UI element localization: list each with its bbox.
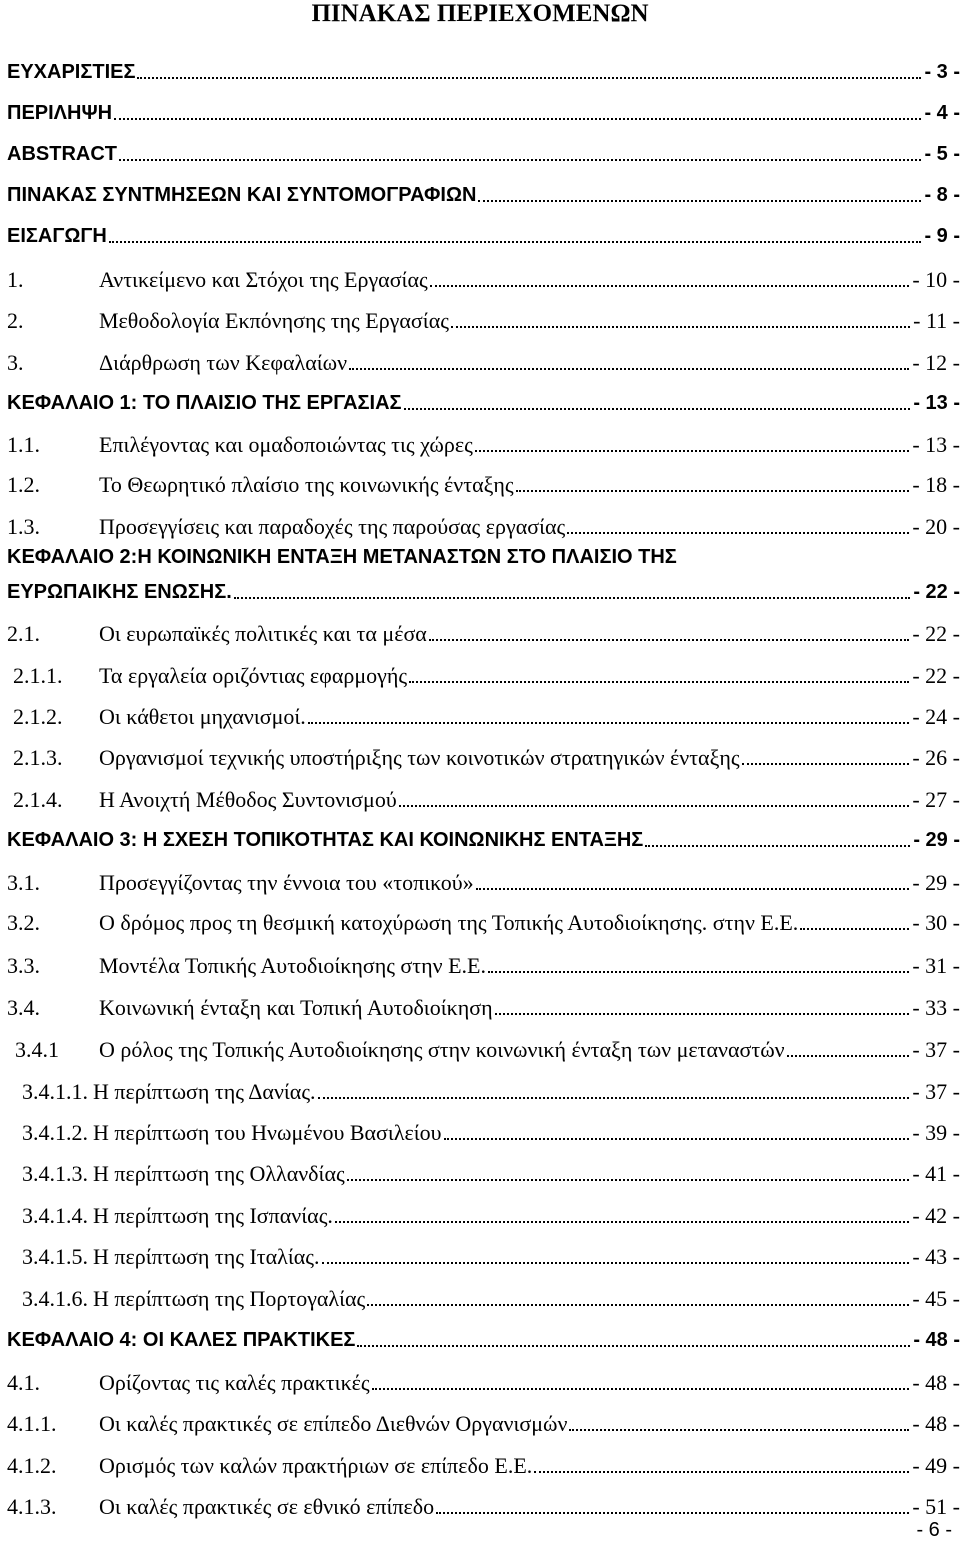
page-title: ΠΙΝΑΚΑΣ ΠΕΡΙΕΧΟΜΕΝΩΝ [311, 0, 649, 27]
toc-entry-title: Οργανισμοί τεχνικής υποστήριξης των κοινοτικών στρατηγικών ένταξης [99, 745, 740, 770]
toc-dot-leader [429, 639, 910, 641]
toc-dot-leader [478, 200, 921, 202]
toc-entry[interactable] [7, 510, 960, 540]
toc-entry[interactable] [7, 1033, 960, 1063]
toc-entry[interactable] [7, 263, 960, 293]
toc-entry[interactable] [7, 617, 960, 647]
toc-dot-leader [430, 285, 910, 287]
toc-entry-number: 2.1.4. [13, 787, 63, 812]
toc-entry-number: 3.3. [7, 953, 40, 978]
toc-dot-leader [399, 805, 910, 807]
toc-entry-title: Προσεγγίσεις και παραδοχές της παρούσας εργασίας [99, 514, 566, 539]
toc-entry-number: 3.4.1.3. [22, 1161, 88, 1186]
toc-entry-page: - 33 - [912, 995, 960, 1020]
toc-entry[interactable] [7, 386, 960, 416]
toc-entry-title: ΚΕΦΑΛΑΙΟ 3: Η ΣΧΕΣΗ ΤΟΠΙΚΟΤΗΤΑΣ ΚΑΙ ΚΟΙΝΩΝΙΚΗΣ ΕΝΤΑΞΗΣ [7, 829, 644, 851]
toc-entry-title: Η περίπτωση της Ολλανδίας [93, 1161, 345, 1186]
toc-entry[interactable] [7, 346, 960, 376]
toc-dot-leader [119, 159, 921, 161]
toc-entry-title: Αντικείμενο και Στόχοι της Εργασίας [99, 267, 428, 292]
toc-dot-leader [567, 532, 909, 534]
toc-entry[interactable] [7, 55, 960, 85]
toc-entry-title: Οι ευρωπαϊκές πολιτικές και τα μέσα [99, 621, 427, 646]
toc-dot-leader [787, 1055, 910, 1057]
toc-entry-number: 3.1. [7, 870, 40, 895]
toc-entry[interactable] [7, 1366, 960, 1396]
toc-entry-number: 3.4.1.2. [22, 1120, 88, 1145]
toc-dot-leader [234, 597, 911, 599]
toc-entry[interactable] [7, 96, 960, 126]
toc-entry-title: Κοινωνική ένταξη και Τοπική Αυτοδιοίκηση [99, 995, 493, 1020]
toc-entry[interactable] [7, 304, 960, 334]
toc-entry-page: - 39 - [912, 1120, 960, 1145]
toc-entry-page: - 18 - [912, 472, 960, 497]
toc-dot-leader [404, 408, 911, 410]
toc-dot-leader [495, 1013, 910, 1015]
toc-entry-title: Οι κάθετοι μηχανισμοί. [99, 704, 306, 729]
toc-dot-leader [372, 1388, 910, 1390]
toc-entry-number: 3.2. [7, 910, 40, 935]
toc-entry[interactable] [7, 178, 960, 208]
toc-dot-leader [335, 1221, 909, 1223]
toc-entry-page: - 9 - [924, 225, 960, 247]
toc-entry-page: - 29 - [912, 870, 960, 895]
toc-entry-title: ΚΕΦΑΛΑΙΟ 4: ΟΙ ΚΑΛΕΣ ΠΡΑΚΤΙΚΕΣ [7, 1329, 356, 1351]
toc-entry-title: Οι καλές πρακτικές σε επίπεδο Διεθνών Οργανισμών [99, 1411, 568, 1436]
toc-dot-leader [322, 1262, 910, 1264]
toc-entry-page: - 42 - [912, 1203, 960, 1228]
toc-entry[interactable] [7, 1449, 960, 1479]
toc-entry-number: 3.4.1.4. [22, 1203, 88, 1228]
toc-entry-title: ABSTRACT [7, 143, 117, 165]
toc-entry[interactable] [7, 428, 960, 458]
toc-entry-title: ΕΥΡΩΠΑΙΚΗΣ ΕΝΩΣΗΣ. [7, 581, 232, 603]
toc-entry[interactable] [7, 1075, 960, 1105]
toc-dot-leader [409, 681, 909, 683]
toc-dot-leader [349, 368, 909, 370]
toc-entry[interactable] [7, 1116, 960, 1146]
toc-entry-title: Τα εργαλεία οριζόντιας εφαρμογής [99, 663, 408, 688]
toc-entry-page: - 41 - [912, 1161, 960, 1186]
toc-entry-page: - 22 - [913, 581, 960, 603]
toc-entry-page: - 48 - [912, 1370, 960, 1395]
toc-entry-number: 2.1.2. [13, 704, 63, 729]
toc-dot-leader [347, 1179, 910, 1181]
toc-entry-page: - 5 - [924, 143, 960, 165]
toc-entry[interactable] [7, 1407, 960, 1437]
toc-entry[interactable] [7, 1282, 960, 1312]
toc-entry-number: 2.1. [7, 621, 40, 646]
toc-entry-title: Η περίπτωση της Πορτογαλίας [93, 1286, 366, 1311]
toc-dot-leader [476, 888, 910, 890]
toc-entry-number: 3. [7, 350, 24, 375]
toc-entry-title: Ορισμός των καλών πρακτήριων σε επίπεδο Ε.Ε. [99, 1453, 533, 1478]
toc-entry-number: 1.2. [7, 472, 40, 497]
toc-entry-title: Ορίζοντας τις καλές πρακτικές [99, 1370, 370, 1395]
toc-entry[interactable] [7, 1323, 960, 1353]
toc-dot-leader [645, 845, 910, 847]
toc-entry-number: 3.4.1.1. [22, 1079, 88, 1104]
toc-entry-title: Η Ανοιχτή Μέθοδος Συντονισμού [99, 787, 397, 812]
toc-entry[interactable] [7, 1157, 960, 1187]
toc-entry-title: Η περίπτωση της Ιταλίας. [93, 1244, 320, 1269]
toc-entry-page: - 11 - [913, 308, 960, 333]
toc-entry[interactable] [7, 659, 960, 689]
toc-entry[interactable] [7, 991, 960, 1021]
toc-heading-chapter-2-line-1: ΚΕΦΑΛΑΙΟ 2:Η ΚΟΙΝΩΝΙΚΗ ΕΝΤΑΞΗ ΜΕΤΑΝΑΣΤΩΝ ΣΤΟ ΠΛΑΙΣΙΟ ΤΗΣ [7, 546, 677, 568]
toc-entry-title: ΚΕΦΑΛΑΙΟ 1: ΤΟ ΠΛΑΙΣΙΟ ΤΗΣ ΕΡΓΑΣΙΑΣ [7, 392, 402, 414]
toc-entry-number: 4.1. [7, 1370, 40, 1395]
toc-entry-title: Ο ρόλος της Τοπικής Αυτοδιοίκησης στην κοινωνική ένταξη των μεταναστών [99, 1037, 785, 1062]
toc-entry[interactable] [7, 575, 960, 605]
toc-entry[interactable] [7, 1490, 960, 1520]
toc-dot-leader [109, 241, 922, 243]
toc-entry-number: 4.1.2. [7, 1453, 57, 1478]
toc-entry-page: - 43 - [912, 1244, 960, 1269]
toc-entry-page: - 22 - [912, 621, 960, 646]
toc-entry-number: 1.1. [7, 432, 40, 457]
toc-entry-page: - 31 - [912, 953, 960, 978]
toc-entry[interactable] [7, 866, 960, 896]
toc-entry-title: ΕΙΣΑΓΩΓΗ [7, 225, 107, 247]
toc-entry-page: - 48 - [912, 1411, 960, 1436]
toc-entry[interactable] [7, 949, 960, 979]
toc-entry-page: - 8 - [924, 184, 960, 206]
toc-entry[interactable] [7, 1240, 960, 1270]
toc-entry[interactable] [7, 906, 960, 936]
toc-entry-page: - 51 - [912, 1494, 960, 1519]
toc-entry[interactable] [7, 741, 960, 771]
toc-entry-number: 1. [7, 267, 24, 292]
toc-entry[interactable] [7, 700, 960, 730]
toc-dot-leader [357, 1345, 910, 1347]
toc-entry-page: - 20 - [912, 514, 960, 539]
toc-entry-title: Προσεγγίζοντας την έννοια του «τοπικού» [99, 870, 474, 895]
toc-dot-leader [451, 326, 910, 328]
toc-entry[interactable] [7, 1199, 960, 1229]
toc-entry-page: - 49 - [912, 1453, 960, 1478]
toc-dot-leader [488, 971, 909, 973]
toc-entry-number: 4.1.1. [7, 1411, 57, 1436]
toc-entry-page: - 27 - [912, 787, 960, 812]
toc-dot-leader [516, 490, 910, 492]
toc-entry-page: - 22 - [912, 663, 960, 688]
toc-entry-title: Η περίπτωση της Δανίας. [93, 1079, 316, 1104]
toc-entry-page: - 24 - [912, 704, 960, 729]
toc-entry-number: 3.4.1.6. [22, 1286, 88, 1311]
toc-entry-title: Μοντέλα Τοπικής Αυτοδιοίκησης στην Ε.Ε. [99, 953, 486, 978]
toc-entry-number: 2.1.3. [13, 745, 63, 770]
toc-entry-page: - 3 - [924, 61, 960, 83]
toc-entry[interactable] [7, 783, 960, 813]
toc-entry-page: - 37 - [912, 1037, 960, 1062]
page-number: - 6 - [916, 1519, 952, 1541]
toc-entry-page: - 12 - [912, 350, 960, 375]
toc-entry-page: - 10 - [912, 267, 960, 292]
toc-dot-leader [436, 1512, 909, 1514]
toc-dot-leader [475, 450, 910, 452]
toc-entry-number: 3.4.1.5. [22, 1244, 88, 1269]
toc-entry-title: ΠΙΝΑΚΑΣ ΣΥΝΤΜΗΣΕΩΝ ΚΑΙ ΣΥΝΤΟΜΟΓΡΑΦΙΩΝ [7, 184, 477, 206]
toc-entry-title: Η περίπτωση της Ισπανίας. [93, 1203, 333, 1228]
toc-entry-title: Ο δρόμος προς τη θεσμική κατοχύρωση της Τοπικής Αυτοδιοίκησης. στην Ε.Ε. [99, 910, 799, 935]
toc-dot-leader [800, 928, 909, 930]
toc-entry-title: Διάρθρωση των Κεφαλαίων [99, 350, 348, 375]
toc-dot-leader [444, 1138, 910, 1140]
toc-dot-leader [114, 118, 921, 120]
toc-dot-leader [569, 1429, 909, 1431]
toc-entry-page: - 4 - [924, 102, 960, 124]
toc-dot-leader [318, 1097, 910, 1099]
toc-entry-number: 4.1.3. [7, 1494, 57, 1519]
toc-entry-page: - 48 - [913, 1329, 960, 1351]
toc-entry[interactable] [7, 219, 960, 249]
toc-entry-number: 1.3. [7, 514, 40, 539]
toc-entry[interactable] [7, 468, 960, 498]
toc-entry-page: - 13 - [912, 432, 960, 457]
toc-entry-page: - 29 - [913, 829, 960, 851]
toc-entry-page: - 45 - [912, 1286, 960, 1311]
toc-entry[interactable] [7, 137, 960, 167]
toc-entry-page: - 37 - [912, 1079, 960, 1104]
toc-entry-number: 2. [7, 308, 24, 333]
toc-entry-number: 3.4.1 [15, 1037, 59, 1062]
toc-entry-number: 3.4. [7, 995, 40, 1020]
toc-entry-title: ΠΕΡΙΛΗΨΗ [7, 102, 113, 124]
toc-entry-title: Μεθοδολογία Εκπόνησης της Εργασίας [99, 308, 449, 333]
toc-entry-page: - 13 - [913, 392, 960, 414]
toc-entry-page: - 26 - [912, 745, 960, 770]
toc-dot-leader [742, 763, 910, 765]
toc-entry-title: Η περίπτωση του Ηνωμένου Βασιλείου [93, 1120, 442, 1145]
toc-entry-page: - 30 - [912, 910, 960, 935]
toc-dot-leader [137, 77, 921, 79]
toc-dot-leader [534, 1471, 909, 1473]
toc-entry-title: Οι καλές πρακτικές σε εθνικό επίπεδο [99, 1494, 435, 1519]
toc-dot-leader [367, 1304, 909, 1306]
toc-entry-title: ΕΥΧΑΡΙΣΤΙΕΣ [7, 61, 136, 83]
toc-entry-title: Το Θεωρητικό πλαίσιο της κοινωνικής ένταξης [99, 472, 514, 497]
toc-entry[interactable] [7, 823, 960, 853]
toc-dot-leader [308, 722, 910, 724]
toc-entry-title: Επιλέγοντας και ομαδοποιώντας τις χώρες [99, 432, 473, 457]
toc-entry-number: 2.1.1. [13, 663, 63, 688]
